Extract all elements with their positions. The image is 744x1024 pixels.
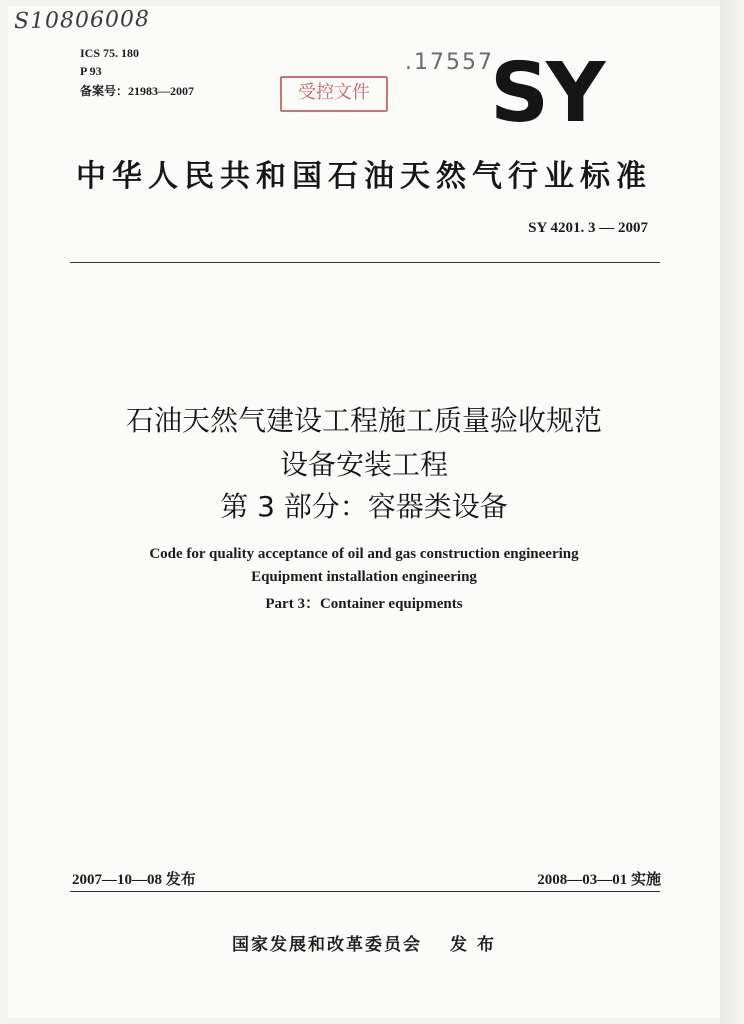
english-title-line-1: Code for quality acceptance of oil and gas construction engineering (149, 546, 579, 562)
sy-logo: SY (490, 46, 603, 141)
publisher-name: 国家发展和改革委员会 (232, 935, 423, 955)
controlled-document-stamp: 受控文件 (280, 76, 388, 112)
bottom-divider (70, 891, 660, 892)
record-number: 备案号：21983—2007 (80, 84, 195, 98)
classification-code: P 93 (80, 64, 102, 78)
standard-code: SY 4201. 3 — 2007 (528, 220, 648, 236)
english-title-line-3: Part 3：Container equipments (265, 596, 463, 612)
handwritten-catalog-number: S10806008 (13, 6, 151, 35)
top-divider (70, 262, 660, 263)
document-number-stamp: .17557 (405, 50, 494, 75)
standard-cover-page (8, 6, 720, 1018)
publisher-line (8, 930, 720, 955)
chinese-title-line-3: 第 3 部分：容器类设备 (220, 490, 508, 523)
implementation-date: 2008—03—01 实施 (537, 872, 661, 888)
ics-code: ICS 75. 180 (80, 46, 140, 60)
english-title-line-2: Equipment installation engineering (251, 569, 477, 585)
chinese-title-line-1: 石油天然气建设工程施工质量验收规范 (125, 404, 602, 437)
publish-label: 发 布 (450, 935, 496, 955)
page-edge (720, 0, 744, 1024)
industry-standard-title: 中华人民共和国石油天然气行业标准 (76, 159, 652, 194)
issue-date: 2007—10—08 发布 (72, 872, 196, 888)
chinese-title-line-2: 设备安装工程 (279, 448, 448, 481)
